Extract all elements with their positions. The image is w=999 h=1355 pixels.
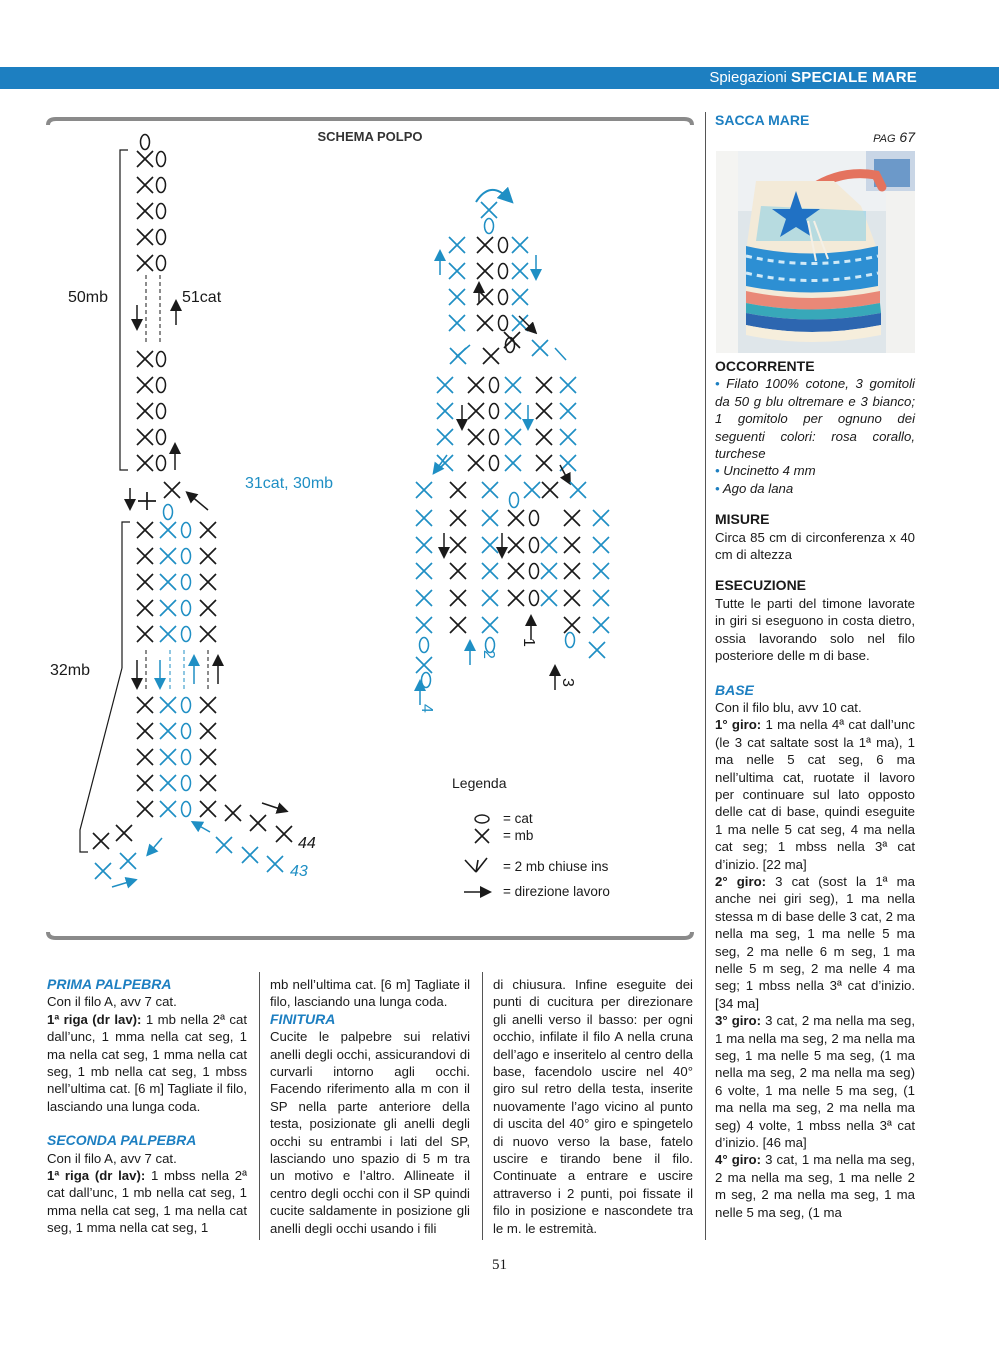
page-reference: PAG 67: [873, 129, 915, 145]
label-31cat-30mb: 31cat, 30mb: [245, 475, 334, 492]
legend-item-mb: = mb: [503, 828, 534, 843]
base-intro: Con il filo blu, avv 10 cat.: [715, 699, 862, 715]
misure-text: Circa 85 cm di circonferenza x 40 cm di altezza: [715, 529, 915, 563]
label-43: 43: [290, 863, 308, 880]
octopus-crochet-chart: [40, 130, 700, 930]
column-separator-2: [482, 972, 483, 1240]
misure-title: MISURE: [715, 511, 770, 528]
occorrente-item-1: • Filato 100% cotone, 3 gomitoli da 50 g blu oltremare e 3 bianco; 1 gomitolo per ognuno dei seguenti colori: rosa corallo, turchese: [715, 376, 915, 462]
sc2tog-icon: [465, 858, 487, 872]
sacca-details: [715, 358, 915, 1221]
base-title: BASE: [715, 681, 754, 698]
single-crochet-icon: [475, 829, 489, 843]
giro-3: 3° giro: 3 cat, 2 ma nella ma seg, 1 ma nella ma seg, 2 ma nella ma seg, 1 ma nelle 5 ma seg, (1 ma nella ma seg, 2 ma nella ma seg) 6 volte, 1 ma nelle 5 ma seg, (1 ma nella ma seg, 2 ma nella ma seg) 4 volte, 1 mbss nella 3ª cat d’inizio. [46 ma]: [715, 1013, 915, 1151]
beach-bag-photo: [716, 151, 915, 353]
sacca-mare-column: [715, 112, 915, 129]
chart-legend: [452, 775, 610, 899]
chart-left-column: [50, 135, 333, 888]
giro-4: 4° giro: 3 cat, 1 ma nella ma seg, 2 ma nella ma seg, 1 ma nelle 2 m seg, 2 ma nella ma seg, 1 ma nelle 5 ma seg, (1 ma: [715, 1152, 915, 1220]
label-32mb: 32mb: [50, 662, 91, 679]
col2-continuation: mb nell’ultima cat. [6 m] Tagliate il filo, lasciando una lunga coda.: [270, 977, 470, 1010]
header-bar: [0, 67, 999, 89]
label-1: 1: [520, 638, 537, 647]
label-2: 2: [480, 650, 497, 659]
label-50mb: 50mb: [68, 289, 109, 306]
sacca-title: SACCA MARE: [715, 112, 810, 128]
label-44: 44: [298, 835, 316, 852]
seconda-palpebra-intro: Con il filo A, avv 7 cat.: [47, 1150, 177, 1166]
page-number: 51: [492, 1257, 507, 1273]
legend-title: Legenda: [452, 775, 507, 791]
chart-right-diagram: [416, 190, 609, 713]
column-separator-1: [259, 972, 260, 1240]
right-column-separator: [705, 112, 706, 1240]
chain-stitch-icon: [475, 815, 489, 823]
prima-palpebra-intro: Con il filo A, avv 7 cat.: [47, 994, 177, 1010]
finitura-text: Cucite le palpebre sui relativi anelli degli occhi, assicurandovi di curvarli intorno agli occhi. Facendo riferimento alla m con il SP nella parte anteriore della testa, posizionate gli anelli degli occhi su entrambi i lati del SP, lasciando uno spazio di 5 m tra un motivo e l’altro. Allineate il centro degli occhi con il SP quindi cucite saldamente in posizione gli anelli degli occhi usando i fili: [270, 1029, 470, 1236]
esecuzione-text: Tutte le parti del timone lavorate in giri si eseguono in costa dietro, ossia lavorando solo nel filo posteriore delle m di base.: [715, 595, 915, 664]
label-4: 4: [418, 704, 435, 713]
seconda-palpebra-title: SECONDA PALPEBRA: [47, 1132, 197, 1149]
finitura-title: FINITURA: [270, 1010, 336, 1027]
legend-item-cat: = cat: [503, 811, 533, 826]
text-column-1: [47, 976, 247, 1237]
occorrente-title: OCCORRENTE: [715, 358, 815, 374]
chart-title: SCHEMA POLPO: [317, 130, 423, 144]
top-brace-line: [46, 115, 694, 127]
giro-1: 1° giro: 1 ma nella 4ª cat dall’unc (le 3 cat saltate sost la 1ª ma), 1 ma nelle 5 cat seg, 6 ma nell’ultima cat, ruotate il lavoro per continuare sul lato opposto delle cat di base, quindi eseguite 1 ma nelle 5 cat seg, 4 ma nella cat seg; 1 mbss nella 3ª cat d’inizio. [22 ma]: [715, 717, 915, 872]
prima-palpebra-riga: 1ª riga (dr lav): 1 mb nella 2ª cat dall’unc, 1 mma nella cat seg, 1 ma nella cat seg, 1 mma nella cat seg, 1 mb nella cat seg, 1 mbss nell’ultima cat. [6 m] Tagliate il filo, lasciando una lunga coda.: [47, 1011, 247, 1114]
legend-item-direzione: = direzione lavoro: [503, 884, 610, 899]
label-3: 3: [559, 678, 576, 687]
prima-palpebra-title: PRIMA PALPEBRA: [47, 976, 172, 992]
bottom-brace-line: [46, 930, 694, 942]
text-column-2: [270, 976, 470, 1237]
label-51cat: 51cat: [182, 289, 222, 306]
giro-2: 2° giro: 3 cat (sost la 1ª ma anche nei giri seg), 1 ma nella stessa m di base delle 3 cat, 2 ma nella ma seg, 1 ma nelle 5 ma seg, 2 ma nelle 6 m seg, 1 ma nelle 5 m seg, 2 ma nelle 4 ma seg; 1 mbss nella 3ª cat d’inizio. [34 ma]: [715, 873, 915, 1011]
legend-item-2mb: = 2 mb chiuse ins: [503, 859, 609, 874]
header-title: Spiegazioni SPECIALE MARE: [709, 69, 917, 86]
text-column-3: [493, 976, 693, 1237]
col3-text: di chiusura. Infine eseguite dei punti di cucitura per direzionare gli anelli verso il basso: per ogni occhio, infilate il filo A nella cruna dell’ago e inseritelo al centro della base, facendolo uscire nel 40° giro sul retro della testa, inserite nuovamente l’ago vicino al punto di uscita del 40° giro e spingetelo di nuovo verso la base, fatelo uscire e tirando bene il filo. Continuate a entrare e uscire attraverso i 2 punti, poi fissate il filo in posizione e nascondete tra le m. le estremità.: [493, 977, 693, 1236]
occorrente-item-2: • Uncinetto 4 mm: [715, 463, 816, 479]
seconda-palpebra-riga: 1ª riga (dr lav): 1 mbss nella 2ª cat dall’unc, 1 mb nella cat seg, 1 mma nella cat seg, 1 ma nella cat seg, 1 mma nella cat seg, 1: [47, 1168, 247, 1236]
esecuzione-title: ESECUZIONE: [715, 577, 807, 594]
occorrente-item-3: • Ago da lana: [715, 480, 794, 496]
